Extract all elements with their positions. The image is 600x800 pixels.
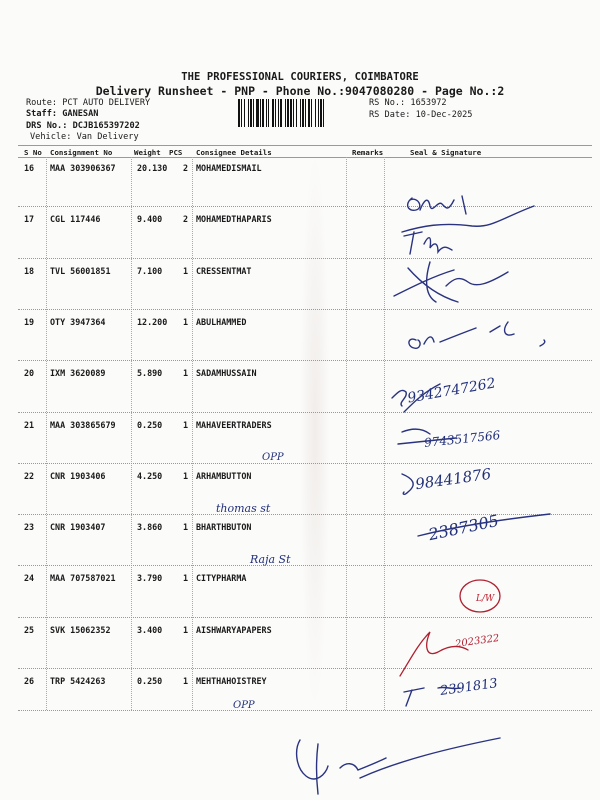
handwritten-note: Raja St bbox=[250, 553, 291, 566]
row-consignment: IXM 3620089 bbox=[50, 368, 106, 379]
row-consignment: OTY 3947364 bbox=[50, 316, 106, 327]
col-divider bbox=[46, 157, 47, 710]
handwritten-phone: 2391813 bbox=[439, 676, 499, 699]
row-pcs: 2 bbox=[183, 163, 189, 173]
footer-signature bbox=[297, 738, 500, 794]
row-pcs: 1 bbox=[183, 624, 189, 635]
row-divider bbox=[18, 565, 592, 566]
row-consignee: SADAMHUSSAIN bbox=[196, 368, 257, 379]
row-divider bbox=[18, 360, 592, 361]
row-pcs: 1 bbox=[183, 522, 189, 533]
row-pcs: 1 bbox=[183, 368, 189, 379]
row-consignment: SVK 15062352 bbox=[50, 624, 111, 635]
handwritten-phone: 98441876 bbox=[414, 464, 493, 494]
row-consignment: TRP 5424263 bbox=[50, 676, 106, 686]
row-consignee: MOHAMEDISMAIL bbox=[196, 163, 262, 173]
row-divider bbox=[18, 514, 592, 515]
staff-label: Staff: GANESAN bbox=[26, 109, 99, 119]
handwritten-note: OPP bbox=[233, 700, 255, 711]
row-divider bbox=[18, 463, 592, 464]
row-consignment: TVL 56001851 bbox=[50, 265, 111, 276]
row-pcs: 1 bbox=[183, 470, 189, 481]
row-weight: 4.250 bbox=[137, 470, 163, 481]
row-weight: 3.860 bbox=[137, 522, 163, 533]
rs-date: RS Date: 10-Dec-2025 bbox=[369, 110, 473, 120]
signature-22 bbox=[402, 474, 413, 494]
row-divider bbox=[18, 617, 592, 618]
row-divider bbox=[18, 309, 592, 310]
row-consignment: MAA 303906367 bbox=[50, 163, 116, 173]
row-divider bbox=[18, 258, 592, 259]
row-divider bbox=[18, 206, 592, 207]
row-sno: 23 bbox=[24, 522, 35, 533]
row-sno: 25 bbox=[24, 624, 35, 635]
row-weight: 20.130 bbox=[137, 163, 168, 173]
row-consignment: CGL 117446 bbox=[50, 214, 101, 225]
col-divider bbox=[192, 157, 193, 710]
row-sno: 18 bbox=[24, 265, 35, 276]
row-consignee: ARHAMBUTTON bbox=[196, 470, 252, 481]
barcode bbox=[238, 99, 368, 127]
row-pcs: 1 bbox=[183, 316, 189, 327]
col-consignment: Consignment No bbox=[50, 148, 113, 157]
col-divider bbox=[346, 157, 347, 710]
row-consignee: CRESSENTMAT bbox=[196, 265, 252, 276]
red-stamp-label: L/W bbox=[476, 594, 495, 604]
barcode-bar bbox=[324, 99, 326, 127]
row-consignment: CNR 1903407 bbox=[50, 522, 106, 533]
row-sno: 21 bbox=[24, 419, 35, 430]
col-seal: Seal & Signature bbox=[410, 148, 482, 157]
row-sno: 22 bbox=[24, 470, 35, 481]
row-sno: 17 bbox=[24, 214, 35, 225]
row-weight: 7.100 bbox=[137, 265, 163, 276]
row-divider bbox=[18, 412, 592, 413]
row-pcs: 1 bbox=[183, 419, 189, 430]
row-weight: 0.250 bbox=[137, 676, 163, 686]
row-consignee: CITYPHARMA bbox=[196, 573, 247, 584]
row-weight: 3.400 bbox=[137, 624, 163, 635]
header-rule-bottom bbox=[18, 157, 592, 158]
row-sno: 16 bbox=[24, 163, 35, 173]
route-label: Route: PCT AUTO DELIVERY bbox=[26, 98, 151, 108]
row-consignment: CNR 1903406 bbox=[50, 470, 106, 481]
row-consignment: MAA 707587021 bbox=[50, 573, 116, 584]
handwritten-phone: 2387305 bbox=[426, 510, 501, 545]
col-divider bbox=[384, 157, 385, 710]
row-divider bbox=[18, 668, 592, 669]
row-consignee: MAHAVEERTRADERS bbox=[196, 419, 272, 430]
header-rule-top bbox=[18, 145, 592, 146]
handwritten-phone: 9743517566 bbox=[423, 428, 501, 450]
runsheet-title: Delivery Runsheet - PNP - Phone No.:9047080280 - Page No.:2 bbox=[95, 84, 505, 98]
handwritten-note: thomas st bbox=[216, 502, 271, 515]
row-divider bbox=[18, 710, 592, 711]
company-name: THE PROFESSIONAL COURIERS, COIMBATORE bbox=[181, 71, 419, 83]
rs-number: RS No.: 1653972 bbox=[369, 98, 447, 108]
row-consignee: MEHTHAHOISTREY bbox=[196, 676, 267, 686]
row-consignment: MAA 303865679 bbox=[50, 419, 116, 430]
row-weight: 0.250 bbox=[137, 419, 163, 430]
row-weight: 12.200 bbox=[137, 316, 168, 327]
col-consignee: Consignee Details bbox=[196, 148, 272, 157]
row-pcs: 1 bbox=[183, 265, 189, 276]
col-remarks: Remarks bbox=[352, 148, 384, 157]
row-consignee: BHARTHBUTON bbox=[196, 522, 252, 533]
signature-18 bbox=[394, 262, 508, 302]
row-sno: 26 bbox=[24, 676, 35, 686]
row-weight: 9.400 bbox=[137, 214, 163, 225]
col-pcs: PCS bbox=[169, 148, 183, 157]
row-consignee: MOHAMEDTHAPARIS bbox=[196, 214, 272, 225]
col-weight: Weight bbox=[134, 148, 161, 157]
row-pcs: 1 bbox=[183, 573, 189, 584]
drs-number: DRS No.: DCJB165397202 bbox=[26, 121, 140, 131]
row-sno: 19 bbox=[24, 316, 35, 327]
row-weight: 5.890 bbox=[137, 368, 163, 379]
row-consignee: AISHWARYAPAPERS bbox=[196, 624, 272, 635]
vehicle-label: Vehicle: Van Delivery bbox=[30, 132, 139, 142]
signature-17 bbox=[404, 232, 452, 254]
handwritten-note: OPP bbox=[262, 452, 284, 463]
col-divider bbox=[131, 157, 132, 710]
handwritten-phone: 2023322 bbox=[454, 632, 501, 651]
paper-stain bbox=[300, 150, 330, 710]
col-sno: S No bbox=[24, 148, 42, 157]
row-sno: 20 bbox=[24, 368, 35, 379]
signature-16 bbox=[402, 196, 534, 232]
handwritten-phone: 9342747262 bbox=[406, 375, 497, 407]
row-pcs: 1 bbox=[183, 676, 189, 686]
row-consignee: ABULHAMMED bbox=[196, 316, 247, 327]
signature-19 bbox=[409, 322, 545, 348]
row-pcs: 2 bbox=[183, 214, 189, 225]
row-weight: 3.790 bbox=[137, 573, 163, 584]
row-sno: 24 bbox=[24, 573, 35, 584]
